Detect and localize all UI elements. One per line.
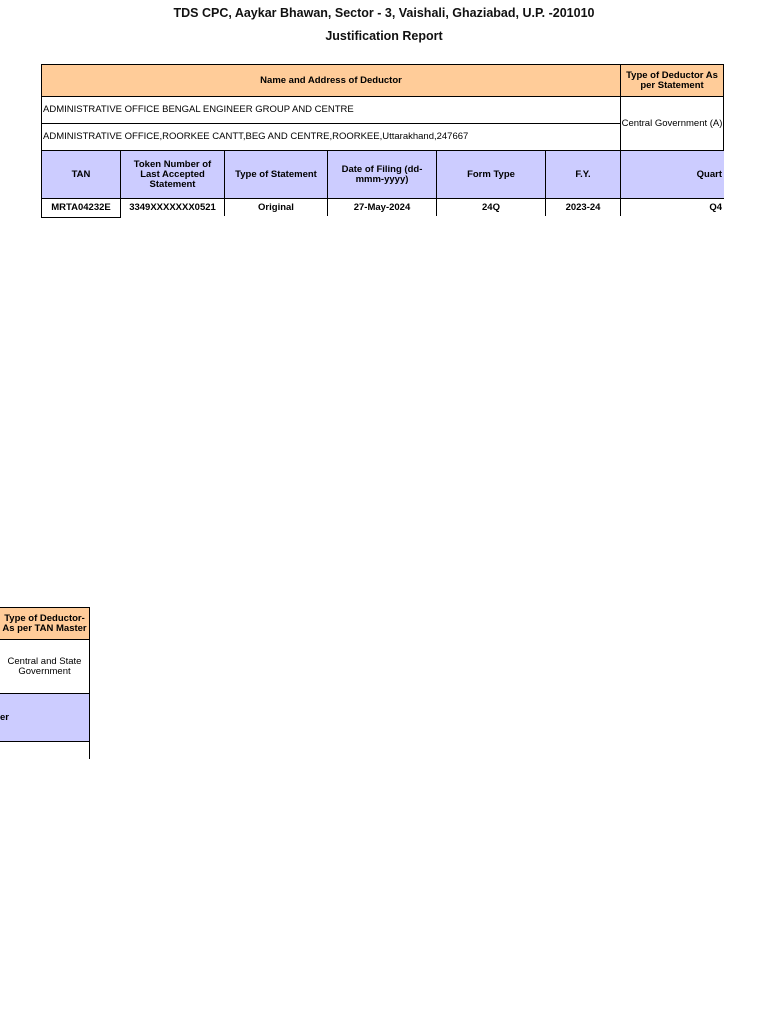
cell-quarter: Q4: [620, 198, 724, 216]
deductor-name: ADMINISTRATIVE OFFICE BENGAL ENGINEER GROUP AND CENTRE: [41, 96, 621, 124]
col-fy: F.Y.: [545, 150, 621, 199]
cell-form-type: 24Q: [436, 198, 546, 216]
cell-type-statement: Original: [224, 198, 328, 216]
cell-tan: MRTA04232E: [41, 198, 121, 218]
col-token: Token Number of Last Accepted Statement: [120, 150, 225, 199]
tan-master-value: Central and State Government: [0, 639, 90, 694]
table-border-line: [89, 741, 90, 759]
cell-date-filing: 27-May-2024: [327, 198, 437, 216]
deductor-address: ADMINISTRATIVE OFFICE,ROORKEE CANTT,BEG AND CENTRE,ROORKEE,Uttarakhand,247667: [41, 123, 621, 151]
cell-token: 3349XXXXXXX0521: [120, 198, 225, 216]
report-title: Justification Report: [325, 29, 443, 43]
name-address-heading: Name and Address of Deductor: [41, 64, 621, 97]
office-address: TDS CPC, Aaykar Bhawan, Sector - 3, Vaishali, Ghaziabad, U.P. -201010: [173, 6, 595, 20]
col-form-type: Form Type: [436, 150, 546, 199]
type-statement-heading: Type of Deductor As per Statement: [620, 64, 724, 97]
col-type-statement: Type of Statement: [224, 150, 328, 199]
quarter-heading-tail: er: [0, 693, 90, 742]
col-tan: TAN: [41, 150, 121, 199]
type-statement-value: Central Government (A): [620, 96, 724, 151]
tan-master-heading: Type of Deductor- As per TAN Master: [0, 607, 90, 640]
col-date-filing: Date of Filing (dd-mmm-yyyy): [327, 150, 437, 199]
col-quarter: Quart: [620, 150, 724, 199]
cell-fy: 2023-24: [545, 198, 621, 216]
